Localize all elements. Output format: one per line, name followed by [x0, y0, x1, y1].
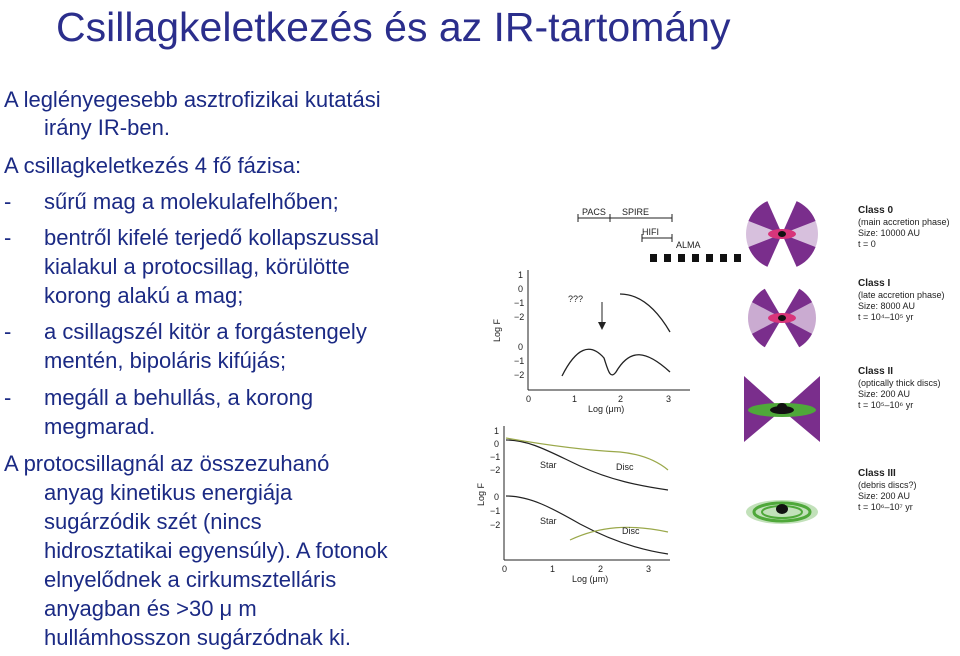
- star-label: Star: [540, 516, 557, 526]
- y-axis-label: Log F: [476, 482, 486, 506]
- class-desc: (main accretion phase): [858, 217, 950, 227]
- text-line: mentén, bipoláris kifújás;: [44, 348, 287, 373]
- y-axis-label: Log F: [492, 318, 502, 342]
- y-tick: −2: [490, 465, 501, 475]
- class-desc: (optically thick discs): [858, 378, 941, 388]
- class-name: Class III: [858, 468, 896, 479]
- text-line: korong alakú a mag;: [44, 283, 244, 308]
- unknown-label: ???: [568, 294, 584, 304]
- protostar-sed-figure: [470, 190, 960, 590]
- text-line: anyagban és >30 μ m: [44, 596, 257, 621]
- bullet-dash: -: [4, 385, 12, 410]
- x-tick: 0: [502, 564, 508, 574]
- text-line: A protocsillagnál az összezuhanó: [4, 451, 330, 476]
- class2-illustration: [744, 376, 820, 442]
- x-tick: 1: [550, 564, 556, 574]
- class-name: Class 0: [858, 205, 894, 216]
- y-tick: −1: [514, 298, 525, 308]
- class1-illustration: [748, 284, 816, 352]
- class-time: t = 10⁶–10⁷ yr: [858, 502, 913, 512]
- class3-star-curve: [506, 496, 668, 554]
- class-size: Size: 10000 AU: [858, 228, 921, 238]
- slide-title: Csillagkeletkezés és az IR-tartomány: [56, 4, 731, 50]
- text-line: elnyelődnek a cirkumsztelláris: [44, 567, 337, 592]
- class-name: Class I: [858, 278, 891, 289]
- hifi-label: HIFI: [642, 227, 659, 237]
- text-line: megáll a behullás, a korong: [44, 385, 314, 410]
- text-line: hullámhosszon sugárzódnak ki.: [44, 625, 351, 650]
- text-line: sugárzódik szét (nincs: [44, 509, 262, 534]
- text-line: A csillagkeletkezés 4 fő fázisa:: [4, 153, 302, 178]
- x-tick: 2: [598, 564, 604, 574]
- y-tick: −2: [514, 312, 525, 322]
- bullet-dash: -: [4, 319, 12, 344]
- y-tick: −1: [490, 506, 501, 516]
- disc-label: Disc: [622, 526, 640, 536]
- y-tick: −1: [514, 356, 525, 366]
- x-tick: 3: [646, 564, 652, 574]
- text-line: anyag kinetikus energiája: [44, 480, 293, 505]
- class-time: t = 10⁴–10⁵ yr: [858, 312, 914, 322]
- class0-illustration: [746, 198, 818, 270]
- y-tick: −1: [490, 452, 501, 462]
- class0-sed-curve: [620, 294, 670, 332]
- upper-sed-plot: [492, 270, 690, 414]
- y-tick: 0: [494, 492, 500, 502]
- class-desc: (debris discs?): [858, 480, 917, 490]
- lower-sed-plot: [476, 426, 670, 584]
- pacs-label: PACS: [582, 207, 606, 217]
- alma-bar: [650, 254, 741, 262]
- class2-star-curve: [506, 440, 668, 490]
- class3-illustration: [746, 500, 818, 524]
- x-tick: 0: [526, 394, 532, 404]
- text-line: irány IR-ben.: [44, 115, 170, 140]
- text-line: hidrosztatikai egyensúly). A fotonok: [44, 538, 388, 563]
- star-label: Star: [540, 460, 557, 470]
- y-tick: 0: [518, 284, 524, 294]
- class-name: Class II: [858, 366, 894, 377]
- text-line: kialakul a protocsillag, körülötte: [44, 254, 350, 279]
- y-tick: 1: [518, 270, 524, 280]
- text-line: sűrű mag a molekulafelhőben;: [44, 189, 339, 214]
- alma-label: ALMA: [676, 240, 701, 250]
- x-tick: 2: [618, 394, 624, 404]
- bullet-dash: -: [4, 225, 12, 250]
- class-time: t = 0: [858, 239, 876, 249]
- spire-label: SPIRE: [622, 207, 650, 217]
- text-line: a csillagszél kitör a forgástengely: [44, 319, 367, 344]
- y-tick: −2: [514, 370, 525, 380]
- class-size: Size: 200 AU: [858, 491, 911, 501]
- y-tick: 1: [494, 426, 500, 436]
- x-tick: 3: [666, 394, 672, 404]
- text-line: bentről kifelé terjedő kollapszussal: [44, 225, 380, 250]
- x-tick: 1: [572, 394, 578, 404]
- class-desc: (late accretion phase): [858, 290, 945, 300]
- class1-sed-curve: [562, 349, 670, 376]
- x-axis-label: Log (μm): [572, 574, 609, 584]
- text-line: A leglényegesebb asztrofizikai kutatási: [4, 87, 381, 112]
- y-tick: 0: [494, 439, 500, 449]
- class-time: t = 10⁵–10⁶ yr: [858, 400, 914, 410]
- y-tick: −2: [490, 520, 501, 530]
- class-descriptions: [858, 205, 950, 512]
- x-axis-label: Log (μm): [588, 404, 625, 414]
- disc-label: Disc: [616, 462, 634, 472]
- y-tick: 0: [518, 342, 524, 352]
- bullet-dash: -: [4, 189, 12, 214]
- class-size: Size: 8000 AU: [858, 301, 916, 311]
- text-line: megmarad.: [44, 414, 156, 439]
- class2-disc-curve: [506, 438, 668, 470]
- class-size: Size: 200 AU: [858, 389, 911, 399]
- class3-disc-curve: [570, 527, 668, 540]
